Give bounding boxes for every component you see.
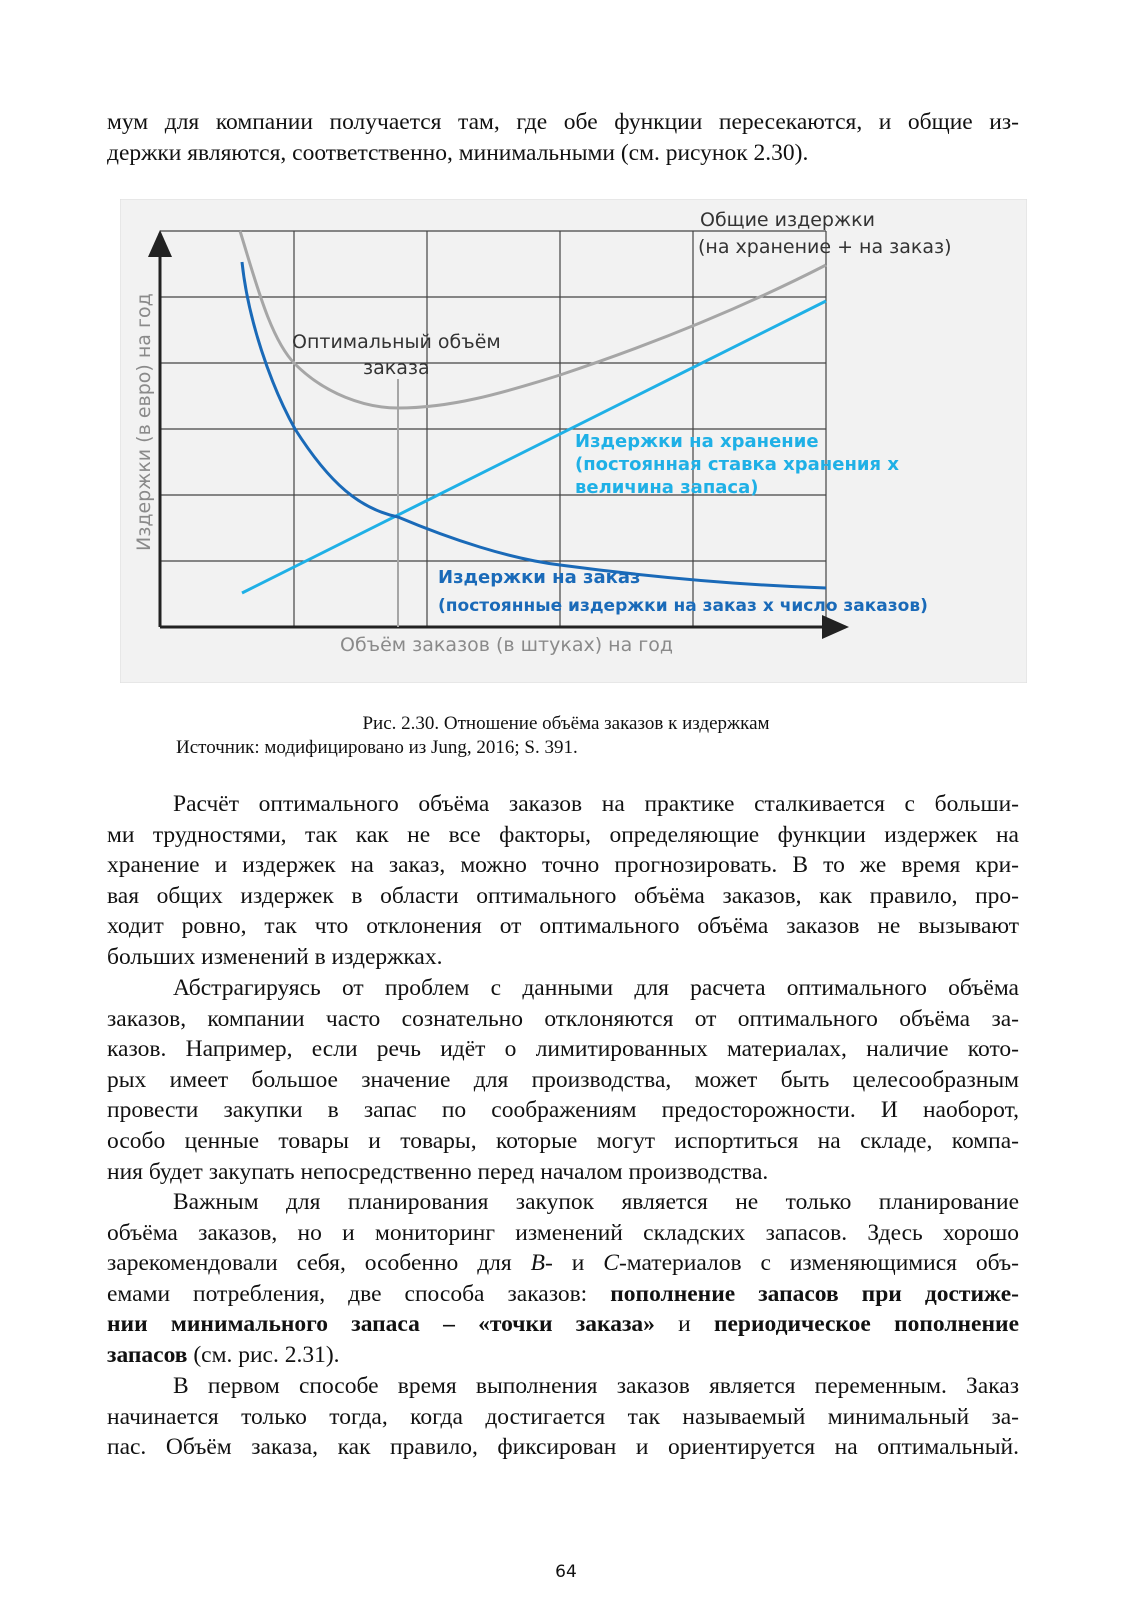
text-line: зарекомендовали себя, особенно для B- и C-материалов с изменяющимися объ- [107, 1250, 1019, 1277]
y-axis-label: Издержки (в евро) на год [133, 293, 155, 551]
text-line: рых имеет большое значение для производства, может быть целесообразным [107, 1066, 1019, 1093]
optimal-order-label-sub: заказа [363, 357, 430, 379]
text-line: ми трудностями, так как не все факторы, определяющие функции издержек на [107, 821, 1019, 848]
text-line: нии минимального запаса – «точки заказа» и периодическое пополнение [107, 1311, 1019, 1338]
text-line: ходит ровно, так что отклонения от оптимального объёма заказов не вызывают [107, 913, 1019, 940]
paragraph-2 [107, 973, 1019, 1187]
text-line: пас. Объём заказа, как правило, фиксирован и ориентируется на оптимальный. [107, 1434, 1019, 1461]
text-line: емами потребления, две способа заказов: пополнение запасов при достиже- [107, 1280, 1019, 1307]
figure-caption: Рис. 2.30. Отношение объёма заказов к издержкам [362, 713, 770, 734]
paragraph-3 [107, 1187, 1019, 1371]
text-line: запасов (см. рис. 2.31). [107, 1341, 340, 1368]
x-axis-label: Объём заказов (в штуках) на год [340, 634, 674, 656]
text-line: ния будет закупать непосредственно перед началом производства. [107, 1158, 769, 1185]
text-line: В первом способе время выполнения заказов является переменным. Заказ [173, 1373, 1019, 1399]
top-paragraph [107, 107, 1019, 168]
text-line: мум для компании получается там, где обе функции пересекаются, и общие из- [107, 109, 1019, 135]
holding-cost-label: Издержки на хранение [575, 431, 819, 452]
text-line: Абстрагируясь от проблем с данными для расчета оптимального объёма [173, 975, 1019, 1001]
text-line: заказов, компании часто сознательно отклоняются от оптимального объёма за- [107, 1005, 1019, 1032]
text-line: Важным для планирования закупок является не только планирование [173, 1189, 1019, 1215]
text-line: казов. Например, если речь идёт о лимитированных материалах, наличие кото- [107, 1036, 1019, 1063]
text-line: больших изменений в издержках. [107, 943, 443, 970]
order-cost-label-sub: (постоянные издержки на заказ х число заказов) [438, 596, 928, 616]
total-cost-label: Общие издержки [700, 209, 875, 231]
text-line: Расчёт оптимального объёма заказов на практике сталкивается с больши- [173, 791, 1019, 817]
text-line: вая общих издержек в области оптимального объёма заказов, как правило, про- [107, 882, 1019, 909]
paragraph-4 [107, 1371, 1019, 1463]
text-line: начинается только тогда, когда достигается так называемый минимальный за- [107, 1403, 1019, 1430]
total-cost-label-sub: (на хранение + на заказ) [698, 236, 952, 258]
page-number: 64 [555, 1562, 577, 1582]
text-line: особо ценные товары и товары, которые могут испортиться на складе, компа- [107, 1127, 1019, 1154]
optimal-order-label: Оптимальный объём [292, 331, 501, 353]
cost-figure [120, 199, 1027, 683]
cost-chart [120, 199, 1027, 683]
text-line: держки являются, соответственно, минимальными (см. рисунок 2.30). [107, 139, 809, 166]
text-line: хранение и издержек на заказ, можно точно прогнозировать. В то же время кри- [107, 852, 1019, 879]
holding-cost-label-sub2: величина запаса) [575, 477, 759, 498]
text-line: объёма заказов, но и мониторинг изменений складских запасов. Здесь хорошо [107, 1219, 1019, 1246]
holding-cost-label-sub1: (постоянная ставка хранения х [575, 454, 899, 475]
order-cost-label: Издержки на заказ [438, 567, 641, 588]
text-line: провести закупки в запас по соображениям предосторожности. И наоборот, [107, 1097, 1019, 1124]
figure-source: Источник: модифицировано из Jung, 2016; S. 391. [176, 737, 578, 758]
paragraph-1 [107, 789, 1019, 973]
